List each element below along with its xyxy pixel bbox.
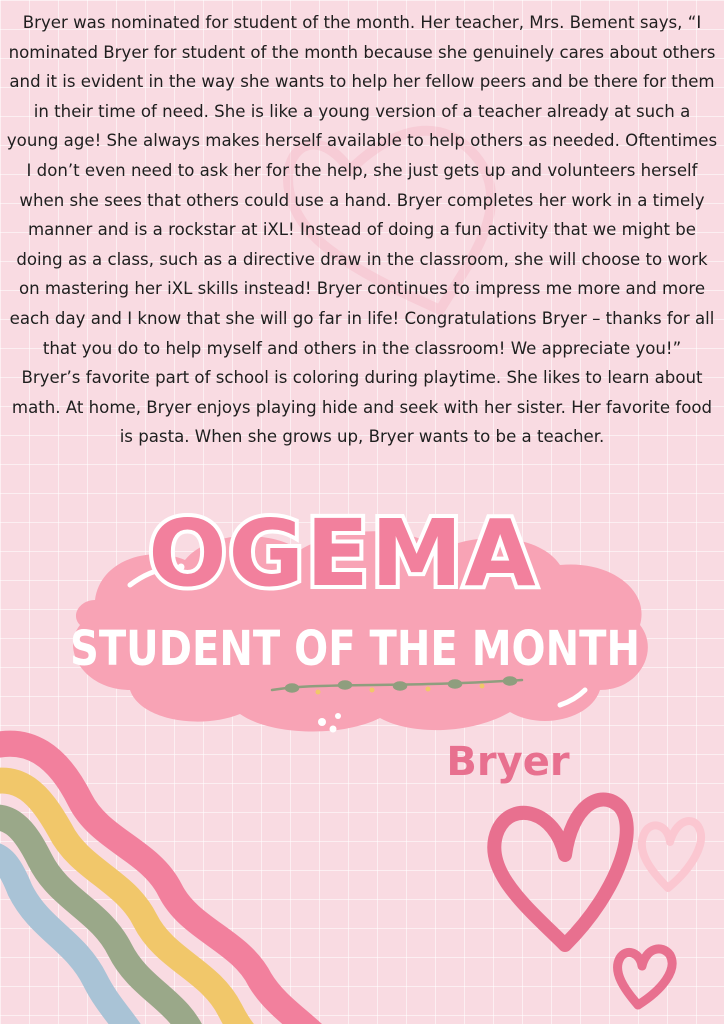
- heart-large-icon: [494, 799, 627, 945]
- student-name: Bryer: [446, 739, 570, 785]
- nomination-paragraph: Bryer was nominated for student of the month. Her teacher, Mrs. Bement says, “I nominated Bryer for student of the month because she genuinely cares about others and it is evident in the way she wants to help her fellow peers and be there for them in their time of need. She is like a young version of a teacher already at such a young age! She always makes herself available to help others as needed. Oftentimes I don’t even need to ask her for the help, she just gets up and volunteers herself when she sees that others could use a hand. Bryer completes her work in a timely manner and is a rockstar at iXL! Instead of doing a fun activity that we might be doing as a class, such as a directive draw in the classroom, she will choose to work on mastering her iXL skills instead! Bryer continues to impress me more and more each day and I know that she will go far in life! Congratulations Bryer – thanks for all that you do to help myself and others in the classroom! We appreciate you!”: [6, 13, 718, 358]
- award-title: STUDENT OF THE MONTH: [70, 621, 640, 677]
- heart-light-icon: [642, 821, 701, 888]
- rainbow-waves: [0, 744, 320, 1024]
- favorites-paragraph: Bryer’s favorite part of school is coloring during playtime. She likes to learn about math. At home, Bryer enjoys playing hide and seek with her sister. Her favorite food is pasta. When she grows up, Bryer wants to be a teacher.: [11, 368, 713, 447]
- school-title: OGEMA: [148, 500, 538, 607]
- heart-small-icon: [618, 949, 673, 1005]
